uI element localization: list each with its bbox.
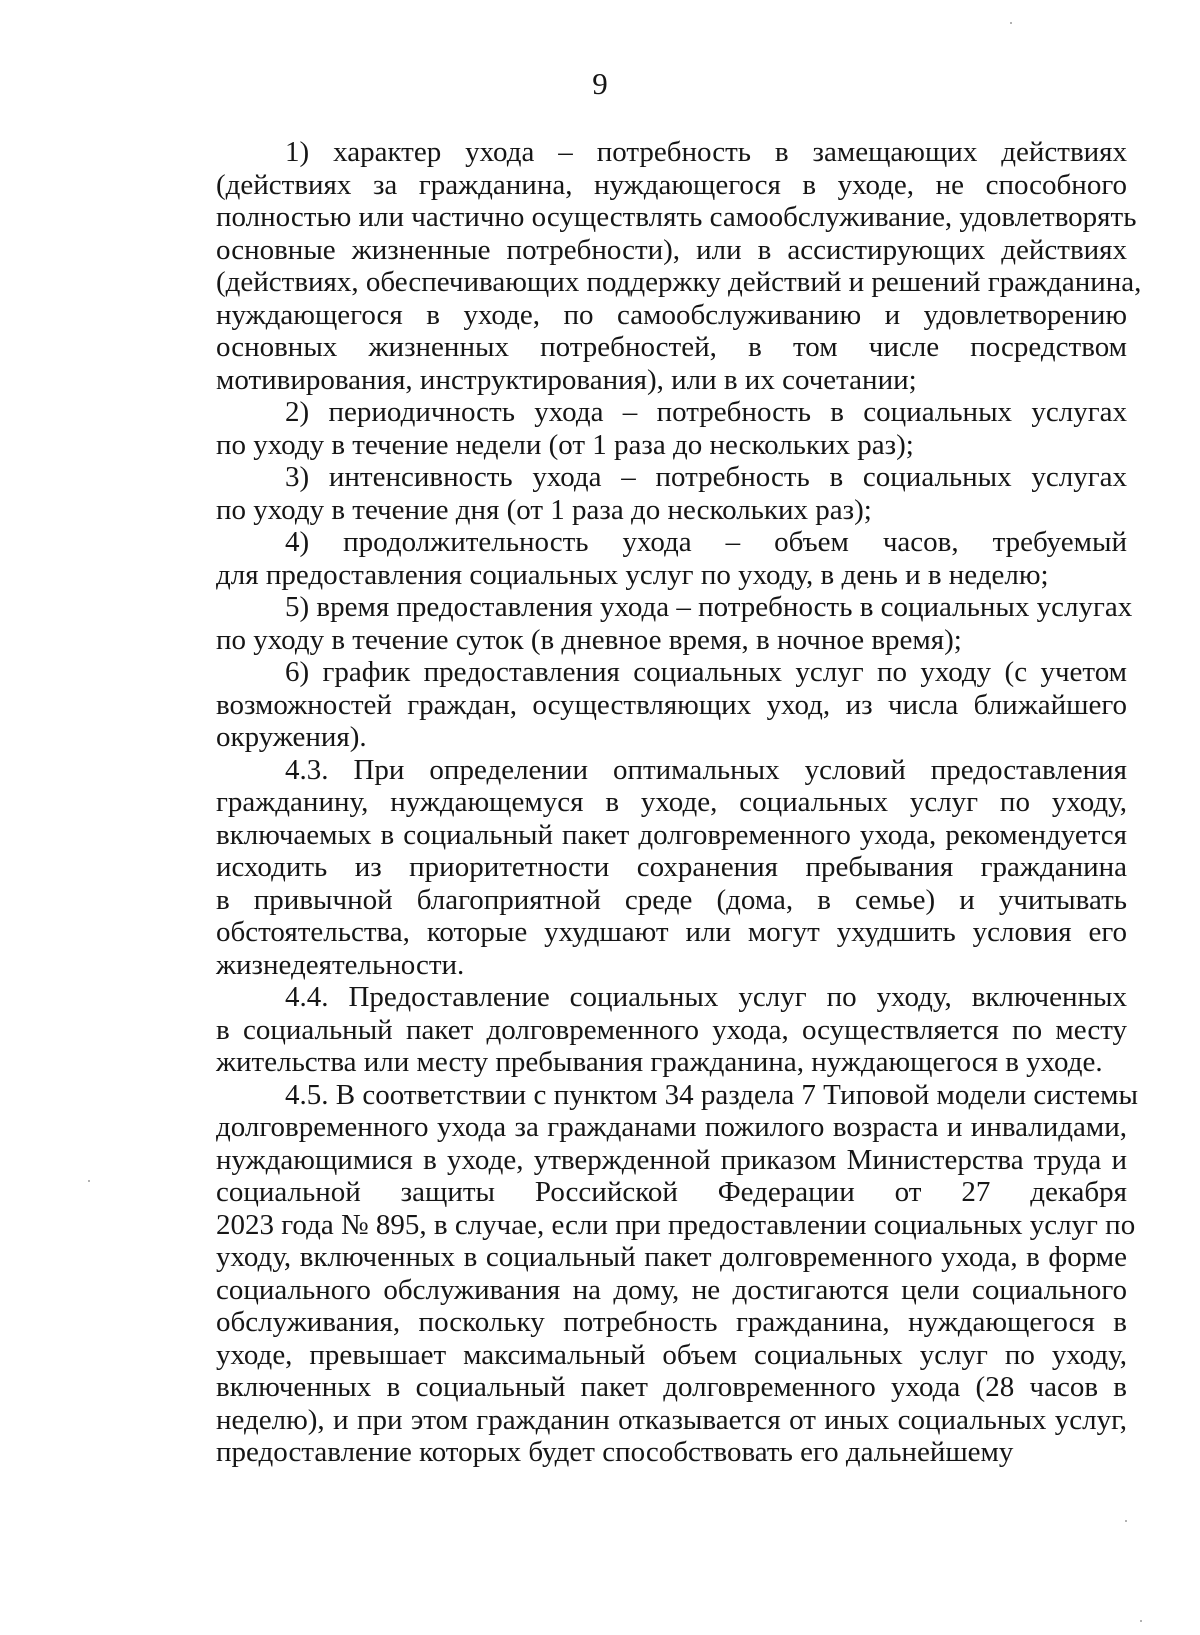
paragraph-item-6	[147, 656, 1127, 754]
scan-speck	[1140, 1620, 1142, 1622]
text-line: мотивирования, инструктирования), или в их сочетании;	[216, 363, 917, 396]
text-line: по уходу в течение недели (от 1 раза до нескольких раз);	[216, 428, 914, 461]
document-body	[147, 136, 1142, 1469]
text-line: включаемых в социальный пакет долговременного ухода, рекомендуется	[216, 818, 1127, 851]
text-line: (действиях, обеспечивающих поддержку действий и решений гражданина,	[216, 266, 1142, 298]
text-line: 2023 года № 895, в случае, если при предоставлении социальных услуг по	[216, 1208, 1136, 1241]
text-line: долговременного ухода за гражданами пожилого возраста и инвалидами,	[216, 1111, 1127, 1143]
paragraph-item-4	[147, 526, 1127, 591]
text-line: нуждающегося в уходе, по самообслуживанию и удовлетворению	[216, 298, 1127, 331]
text-line: полностью или частично осуществлять самообслуживание, удовлетворять	[216, 201, 1137, 233]
scan-speck	[88, 1180, 90, 1182]
text-line: для предоставления социальных услуг по уходу, в день и в неделю;	[216, 558, 1049, 591]
text-line: в привычной благоприятной среде (дома, в семье) и учитывать	[216, 883, 1127, 916]
text-line: возможностей граждан, осуществляющих уход, из числа ближайшего	[216, 688, 1127, 721]
text-line: нуждающимися в уходе, утвержденной приказом Министерства труда и	[216, 1143, 1127, 1176]
text-line: основные жизненные потребности), или в ассистирующих действиях	[216, 233, 1127, 266]
text-line: жизнедеятельности.	[216, 948, 465, 981]
paragraph-item-3	[147, 461, 1127, 526]
text-line: включенных в социальный пакет долговременного ухода (28 часов в	[216, 1371, 1127, 1403]
text-line: исходить из приоритетности сохранения пребывания гражданина	[216, 851, 1127, 883]
text-line: в социальный пакет долговременного ухода, осуществляется по месту	[216, 1013, 1127, 1046]
paragraph-item-5	[147, 591, 1133, 656]
paragraph-item-2	[147, 396, 1127, 461]
text-line: 4.5. В соответствии с пунктом 34 раздела 7 Типовой модели системы	[285, 1078, 1139, 1111]
text-line: 4.3. При определении оптимальных условий предоставления	[285, 753, 1127, 786]
text-line: гражданину, нуждающемуся в уходе, социальных услуг по уходу,	[216, 786, 1127, 818]
text-line: 4) продолжительность ухода – объем часов, требуемый	[285, 526, 1127, 558]
paragraph-item-1	[147, 136, 1142, 396]
text-line: 4.4. Предоставление социальных услуг по уходу, включенных	[285, 981, 1127, 1013]
text-line: обслуживания, поскольку потребность гражданина, нуждающегося в	[216, 1306, 1127, 1338]
text-line: обстоятельства, которые ухудшают или могут ухудшить условия его	[216, 916, 1127, 948]
text-line: уходу, включенных в социальный пакет долговременного ухода, в форме	[216, 1241, 1127, 1273]
text-line: основных жизненных потребностей, в том числе посредством	[216, 331, 1127, 363]
text-line: жительства или месту пребывания гражданина, нуждающегося в уходе.	[216, 1046, 1103, 1078]
text-line: социальной защиты Российской Федерации от 27 декабря	[216, 1176, 1127, 1208]
page-number: 9	[592, 66, 608, 101]
text-line: окружения).	[216, 721, 367, 753]
text-line: предоставление которых будет способствовать его дальнейшему	[216, 1436, 1014, 1468]
text-line: 2) периодичность ухода – потребность в социальных услугах	[285, 396, 1127, 428]
scan-speck	[1125, 1520, 1127, 1522]
paragraph-section-4-3	[147, 754, 1127, 982]
paragraph-section-4-4	[147, 981, 1127, 1079]
text-line: по уходу в течение дня (от 1 раза до нескольких раз);	[216, 493, 872, 526]
text-line: уходе, превышает максимальный объем социальных услуг по уходу,	[216, 1338, 1127, 1371]
text-line: по уходу в течение суток (в дневное время, в ночное время);	[216, 623, 962, 656]
text-line: 3) интенсивность ухода – потребность в социальных услугах	[285, 461, 1127, 493]
text-line: социального обслуживания на дому, не достигаются цели социального	[216, 1273, 1127, 1306]
text-line: 1) характер ухода – потребность в замещающих действиях	[285, 136, 1127, 168]
text-line: 5) время предоставления ухода – потребность в социальных услугах	[285, 591, 1133, 623]
scan-speck	[1010, 22, 1012, 24]
paragraph-section-4-5	[147, 1078, 1139, 1469]
text-line: (действиях за гражданина, нуждающегося в уходе, не способного	[216, 168, 1127, 201]
text-line: неделю), и при этом гражданин отказывается от иных социальных услуг,	[216, 1403, 1127, 1436]
text-line: 6) график предоставления социальных услуг по уходу (с учетом	[285, 656, 1127, 688]
